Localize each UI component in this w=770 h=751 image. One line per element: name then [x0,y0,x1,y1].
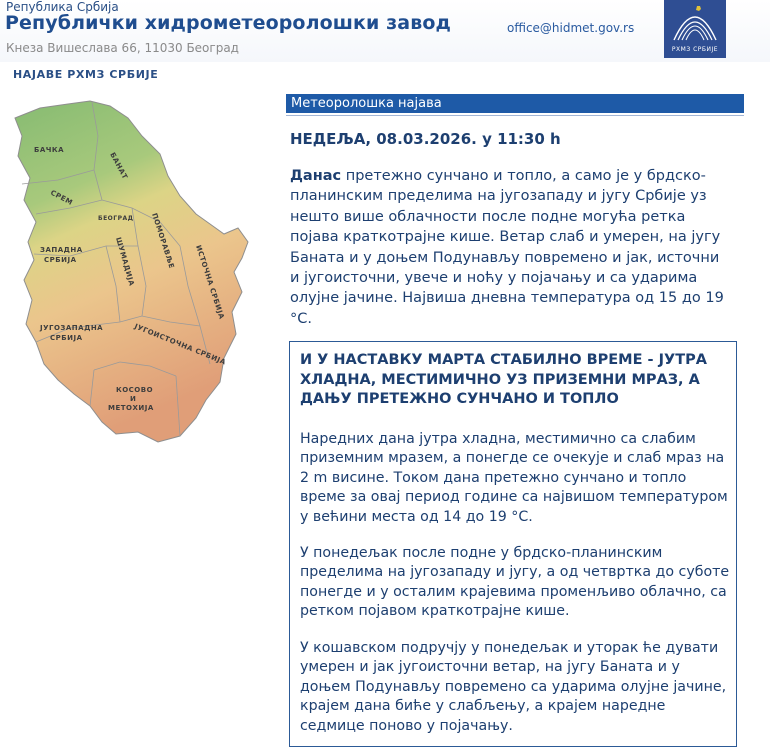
map-label-west-1: ЗАПАДНА [40,246,83,254]
today-forecast [290,166,730,329]
today-text: претежно сунчано и топло, а само је у брдско-планинским пределима на југозападу и југу Србије уз нешто више облачности после подне могућа ретка појава краткотрајне кише. Ветар слаб и умерен, на југу Баната и у доњем Подунављу повремено и јак, источни и југоисточни, увече и ноћу у појачању и са ударима олујне јачине. Највиша дневна температура од 15 до 19 °C. [290,168,724,327]
map-label-belgrade: БЕОГРАД [98,215,134,222]
map-label-pomoravlje: ПОМОРАВЉЕ [150,212,176,270]
institute-title[interactable]: Републички хидрометеоролошки завод [5,12,451,34]
map-label-kosovo-1: КОСОВО [116,386,154,394]
serbia-regions-map[interactable] [10,96,260,446]
outlook-title: И У НАСТАВКУ МАРТА СТАБИЛНО ВРЕМЕ - ЈУТРА ХЛАДНА, МЕСТИМИЧНО УЗ ПРИЗЕМНИ МРАЗ, А ДАЊУ ПРЕТЕЖНО СУНЧАНО И ТОПЛО [300,352,707,407]
site-header [0,0,770,62]
logo-label: РХМЗ СРБИЈЕ [671,46,719,53]
panel-divider [286,115,744,116]
map-label-southwest-2: СРБИЈА [50,334,83,342]
rhmz-logo[interactable] [664,0,726,58]
outlook-paragraph-1: Наредних дана јутра хладна, местимично са слабим приземним мразем, а понегде се очекује и слаб мраз на 2 m висине. Током дана претежно сунчано и топло време за овај период године са највишом температуром у већини места од 14 до 19 °C. [300,431,728,525]
map-label-east: ИСТОЧНА СРБИЈА [194,244,226,321]
email-link[interactable]: office@hidmet.gov.rs [507,21,635,35]
map-label-sumadija: ШУМАДИЈА [114,236,136,288]
today-label: Данас [290,168,342,184]
map-label-srem: СРЕМ [49,188,75,208]
institute-address: Кнеза Вишеслава 66, 11030 Београд [6,41,239,55]
map-label-kosovo-3: МЕТОХИЈА [108,404,154,412]
outlook-paragraph-2: У понедељак после подне у брдско-планинским пределима на југозападу и југу, а од четвртка до суботе понегде и у осталим крајевима променљиво облачно, са ретком појавом краткотрајне кише. [300,545,730,620]
logo-emblem-icon [664,0,726,48]
map-label-backa: БАЧКА [34,146,65,154]
section-title[interactable]: НАЈАВЕ РХМЗ СРБИЈЕ [13,68,159,81]
map-label-southwest-1: ЈУГОЗАПАДНА [40,324,104,332]
map-label-southeast: ЈУГОИСТОЧНА СРБИЈА [133,322,228,367]
republic-label: Република Србија [6,0,119,14]
outlook-paragraph-3: У кошавском подручју у понедељак и уторак ће дувати умерен и јак југоисточни ветар, на југу Баната и у доњем Подунављу повремено са ударима олујне јачине, крајем дана биће у слабљењу, а крајем наредне седмице поново у појачању. [300,640,727,734]
panel-title: Метеоролошка најава [286,94,744,113]
map-label-kosovo-2: И [130,395,137,403]
map-label-west-2: СРБИЈА [44,256,77,264]
map-label-banat: БАНАТ [108,151,130,181]
outlook-box [289,341,737,747]
forecast-date: НЕДЕЉА, 08.03.2026. у 11:30 h [290,130,561,148]
